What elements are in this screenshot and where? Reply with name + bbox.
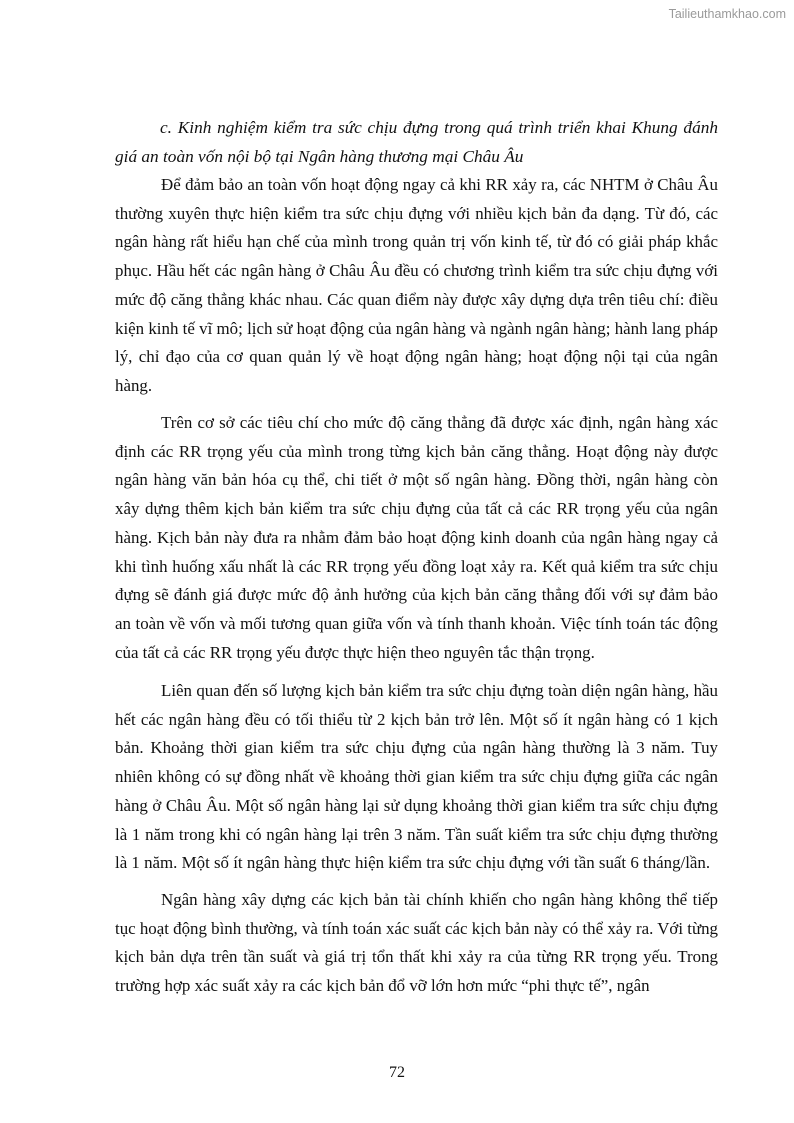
watermark: Tailieuthamkhao.com — [668, 7, 786, 21]
body-paragraph-4: Ngân hàng xây dựng các kịch bản tài chính khiến cho ngân hàng không thể tiếp tục hoạt động bình thường, và tính toán xác suất các kịch bản này có thể xảy ra. Với từng kịch bản dựa trên tần suất và giá trị tổn thất khi xảy ra của từng RR trọng yếu. Trong trường hợp xác suất xảy ra các kịch bản đổ vỡ lớn hơn mức “phi thực tế”, ngân — [115, 890, 718, 996]
body-paragraph-3: Liên quan đến số lượng kịch bản kiểm tra sức chịu đựng toàn diện ngân hàng, hầu hết các ngân hàng đều có tối thiểu từ 2 kịch bản trở lên. Một số ít ngân hàng có 1 kịch bản. Khoảng thời gian kiểm tra sức chịu đựng của ngân hàng thường là 3 năm. Tuy nhiên không có sự đồng nhất về khoảng thời gian kiểm tra sức chịu đựng giữa các ngân hàng ở Châu Âu. Một số ngân hàng lại sử dụng khoảng thời gian kiểm tra sức chịu đựng là 1 năm trong khi có ngân hàng lại trên 3 năm. Tần suất kiểm tra sức chịu đựng thường là 1 năm. Một số ít ngân hàng thực hiện kiểm tra sức chịu đựng với tần suất 6 tháng/lần. — [115, 681, 718, 873]
body-paragraph-1: Để đảm bảo an toàn vốn hoạt động ngay cả khi RR xảy ra, các NHTM ở Châu Âu thường xuyên thực hiện kiểm tra sức chịu đựng với nhiều kịch bản đa dạng. Từ đó, các ngân hàng rất hiểu hạn chế của mình trong quản trị vốn kinh tế, từ đó có giải pháp khắc phục. Hầu hết các ngân hàng ở Châu Âu đều có chương trình kiểm tra sức chịu đựng với mức độ căng thẳng khác nhau. Các quan điểm này được xây dựng dựa trên tiêu chí: điều kiện kinh tế vĩ mô; lịch sử hoạt động của ngân hàng và ngành ngân hàng; hành lang pháp lý, chỉ đạo của cơ quan quản lý về hoạt động ngân hàng; hoạt động nội tại của ngân hàng. — [115, 175, 718, 395]
body-paragraph-2: Trên cơ sở các tiêu chí cho mức độ căng thẳng đã được xác định, ngân hàng xác định các RR trọng yếu của mình trong từng kịch bản căng thẳng. Hoạt động này được ngân hàng văn bản hóa cụ thể, chi tiết ở một số ngân hàng. Đồng thời, ngân hàng còn xây dựng thêm kịch bản kiểm tra sức chịu đựng của tất cả các RR trọng yếu của ngân hàng. Kịch bản này đưa ra nhằm đảm bảo hoạt động kinh doanh của ngân hàng ngay cả khi tình huống xấu nhất là các RR trọng yếu đồng loạt xảy ra. Kết quả kiểm tra sức chịu đựng sẽ đánh giá được mức độ ảnh hưởng của kịch bản căng thẳng đối với sự đảm bảo an toàn về vốn và mối tương quan giữa vốn và tính thanh khoản. Việc tính toán tác động của tất cả các RR trọng yếu được thực hiện theo nguyên tắc thận trọng. — [115, 413, 718, 662]
section-heading: c. Kinh nghiệm kiểm tra sức chịu đựng trong quá trình triển khai Khung đánh giá an toàn vốn nội bộ tại Ngân hàng thương mại Châu Âu — [115, 118, 718, 166]
page-number: 72 — [389, 1064, 405, 1081]
